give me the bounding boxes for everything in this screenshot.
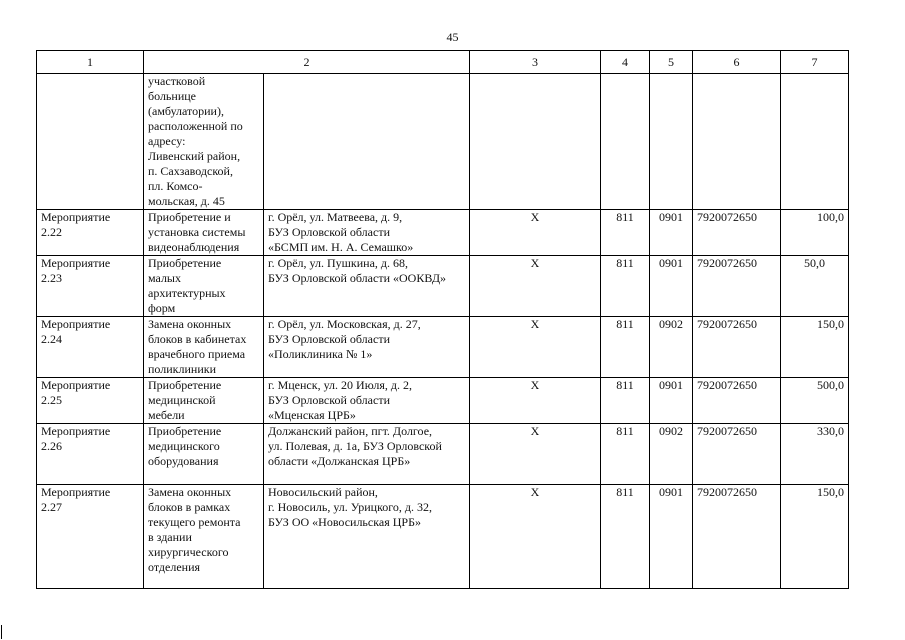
text-line: расположенной по xyxy=(148,119,243,133)
col5-cell: 0901 xyxy=(650,256,693,317)
text-line: блоков в кабинетах xyxy=(148,332,247,346)
text-line: врачебного приема xyxy=(148,347,246,361)
table-row xyxy=(37,256,849,317)
col6-cell xyxy=(693,74,781,210)
text-line: г. Орёл, ул. Матвеева, д. 9, xyxy=(268,210,403,224)
text-line: поликлиники xyxy=(148,362,217,376)
text-line: Мероприятие xyxy=(41,378,111,392)
text-line: оборудования xyxy=(148,454,219,468)
text-line: БУЗ ОО «Новосильская ЦРБ» xyxy=(268,515,421,529)
text-line: (амбулатории), xyxy=(148,104,224,118)
col4-cell: 811 xyxy=(601,256,650,317)
text-line: Замена оконных xyxy=(148,317,232,331)
column-header-7: 7 xyxy=(781,51,849,74)
col7-cell: 500,0 xyxy=(781,378,849,424)
text-line: больнице xyxy=(148,89,196,103)
col7-cell: 100,0 xyxy=(781,210,849,256)
column-header-4: 4 xyxy=(601,51,650,74)
text-line: текущего ремонта xyxy=(148,515,241,529)
text-line: адресу: xyxy=(148,134,186,148)
text-line: 2.25 xyxy=(41,393,62,407)
text-line: Должанский район, пгт. Долгое, xyxy=(268,424,433,438)
text-line: «Поликлиника № 1» xyxy=(268,347,373,361)
name-cell xyxy=(144,424,264,485)
text-line: 2.26 xyxy=(41,439,62,453)
table-row xyxy=(37,378,849,424)
text-line: Новосильский район, xyxy=(268,485,378,499)
text-line: 2.23 xyxy=(41,271,62,285)
id-cell xyxy=(37,424,144,485)
continuation-row xyxy=(37,74,849,210)
address-cell xyxy=(264,378,470,424)
name-cell xyxy=(144,485,264,589)
text-line: мольская, д. 45 xyxy=(148,194,225,208)
col7-cell: 330,0 xyxy=(781,424,849,485)
col4-cell: 811 xyxy=(601,424,650,485)
text-line: в здании xyxy=(148,530,192,544)
text-line: Мероприятие xyxy=(41,317,111,331)
name-cell xyxy=(144,74,264,210)
text-line: Приобретение xyxy=(148,424,222,438)
col5-cell: 0901 xyxy=(650,485,693,589)
col6-cell: 7920072650 xyxy=(693,317,781,378)
col7-cell: 150,0 xyxy=(781,317,849,378)
table-row xyxy=(37,424,849,485)
text-line: п. Сахзаводской, xyxy=(148,164,233,178)
address-cell xyxy=(264,317,470,378)
table-row xyxy=(37,317,849,378)
text-line: г. Мценск, ул. 20 Июля, д. 2, xyxy=(268,378,412,392)
text-line: г. Орёл, ул. Московская, д. 27, xyxy=(268,317,421,331)
id-cell xyxy=(37,210,144,256)
col4-cell xyxy=(601,74,650,210)
name-cell xyxy=(144,378,264,424)
col3-cell: Х xyxy=(470,424,601,485)
col3-cell: Х xyxy=(470,256,601,317)
text-line: медицинского xyxy=(148,439,220,453)
text-line: 2.27 xyxy=(41,500,62,514)
text-line: «БСМП им. Н. А. Семашко» xyxy=(268,240,414,254)
text-line: хирургического xyxy=(148,545,229,559)
name-cell xyxy=(144,317,264,378)
text-line: ул. Полевая, д. 1а, БУЗ Орловской xyxy=(268,439,442,453)
column-number-row xyxy=(37,51,849,74)
table-row xyxy=(37,210,849,256)
text-line: блоков в рамках xyxy=(148,500,231,514)
text-line: Мероприятие xyxy=(41,210,111,224)
address-cell xyxy=(264,424,470,485)
col6-cell: 7920072650 xyxy=(693,378,781,424)
col5-cell: 0901 xyxy=(650,378,693,424)
name-cell xyxy=(144,210,264,256)
text-line: участковой xyxy=(148,74,206,88)
text-line: отделения xyxy=(148,560,201,574)
text-line: Мероприятие xyxy=(41,424,111,438)
text-line: г. Новосиль, ул. Урицкого, д. 32, xyxy=(268,500,433,514)
text-line: Мероприятие xyxy=(41,485,111,499)
scan-edge-mark xyxy=(1,625,2,639)
text-line: пл. Комсо- xyxy=(148,179,203,193)
text-line: Приобретение xyxy=(148,378,222,392)
text-line: Замена оконных xyxy=(148,485,232,499)
text-line: Ливенский район, xyxy=(148,149,241,163)
col3-cell xyxy=(470,74,601,210)
col6-cell: 7920072650 xyxy=(693,485,781,589)
col3-cell: Х xyxy=(470,317,601,378)
col7-cell: 50,0 xyxy=(781,256,849,317)
text-line: Приобретение xyxy=(148,256,222,270)
address-cell xyxy=(264,210,470,256)
id-cell xyxy=(37,485,144,589)
text-line: мебели xyxy=(148,408,185,422)
col5-cell: 0902 xyxy=(650,317,693,378)
col7-cell: 150,0 xyxy=(781,485,849,589)
text-line: форм xyxy=(148,301,176,315)
col3-cell: Х xyxy=(470,485,601,589)
text-line: области «Должанская ЦРБ» xyxy=(268,454,411,468)
column-header-1: 1 xyxy=(37,51,144,74)
text-line: архитектурных xyxy=(148,286,226,300)
col7-cell xyxy=(781,74,849,210)
id-cell xyxy=(37,74,144,210)
column-header-5: 5 xyxy=(650,51,693,74)
column-header-6: 6 xyxy=(693,51,781,74)
text-line: «Мценская ЦРБ» xyxy=(268,408,356,422)
page-number: 45 xyxy=(446,30,459,44)
col3-cell: Х xyxy=(470,210,601,256)
table-row xyxy=(37,485,849,589)
text-line: медицинской xyxy=(148,393,216,407)
text-line: БУЗ Орловской области «ООКВД» xyxy=(268,271,447,285)
budget-table xyxy=(36,50,849,589)
id-cell xyxy=(37,317,144,378)
address-cell xyxy=(264,256,470,317)
col5-cell xyxy=(650,74,693,210)
id-cell xyxy=(37,256,144,317)
text-line: Мероприятие xyxy=(41,256,111,270)
col5-cell: 0902 xyxy=(650,424,693,485)
address-cell xyxy=(264,485,470,589)
column-header-2: 2 xyxy=(144,51,470,74)
column-header-3: 3 xyxy=(470,51,601,74)
address-cell xyxy=(264,74,470,210)
text-line: БУЗ Орловской области xyxy=(268,393,390,407)
id-cell xyxy=(37,378,144,424)
col4-cell: 811 xyxy=(601,317,650,378)
text-line: установка системы xyxy=(148,225,246,239)
col5-cell: 0901 xyxy=(650,210,693,256)
text-line: г. Орёл, ул. Пушкина, д. 68, xyxy=(268,256,409,270)
text-line: БУЗ Орловской области xyxy=(268,225,390,239)
col6-cell: 7920072650 xyxy=(693,256,781,317)
col6-cell: 7920072650 xyxy=(693,210,781,256)
col3-cell: Х xyxy=(470,378,601,424)
text-line: БУЗ Орловской области xyxy=(268,332,390,346)
text-line: Приобретение и xyxy=(148,210,231,224)
text-line: видеонаблюдения xyxy=(148,240,240,254)
text-line: 2.22 xyxy=(41,225,62,239)
col4-cell: 811 xyxy=(601,485,650,589)
col4-cell: 811 xyxy=(601,210,650,256)
text-line: 2.24 xyxy=(41,332,62,346)
col4-cell: 811 xyxy=(601,378,650,424)
col6-cell: 7920072650 xyxy=(693,424,781,485)
name-cell xyxy=(144,256,264,317)
text-line: малых xyxy=(148,271,181,285)
